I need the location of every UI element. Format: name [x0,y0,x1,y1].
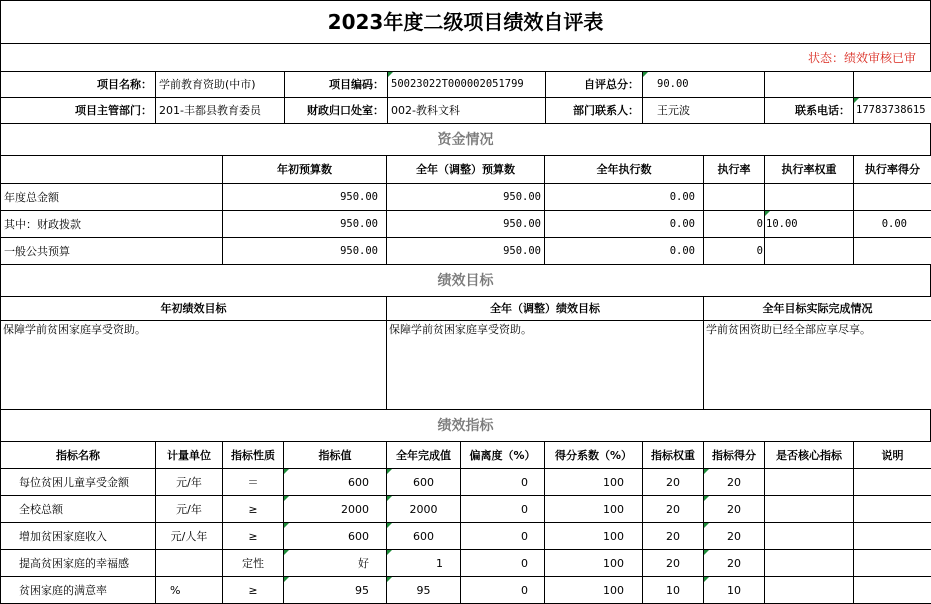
indicator-core[interactable] [765,550,854,577]
funds-row-label: 一般公共预算 [0,238,223,265]
funds-header-initial: 年初预算数 [223,156,387,184]
funds-row-adjusted[interactable]: 950.00 [387,211,545,238]
indicator-weight: 10 [643,577,704,604]
phone-value[interactable]: 17783738615 [854,98,931,124]
goals-header-adjusted: 全年（调整）绩效目标 [387,297,704,321]
indicator-nature: ≥ [223,577,284,604]
ind-header-core: 是否核心指标 [765,442,854,469]
indicator-unit [156,550,223,577]
dept-label: 项目主管部门： [0,98,156,124]
funds-row-initial[interactable]: 950.00 [223,211,387,238]
indicator-weight: 20 [643,523,704,550]
funds-row-adjusted[interactable]: 950.00 [387,238,545,265]
indicator-score[interactable]: 20 [704,550,765,577]
indicator-name: 提高贫困家庭的幸福感 [0,550,156,577]
ind-header-deviation: 偏离度（%） [461,442,545,469]
indicator-weight: 20 [643,469,704,496]
indicator-core[interactable] [765,469,854,496]
indicator-deviation: 0 [461,496,545,523]
funds-row-label: 年度总金额 [0,184,223,211]
ind-header-score: 指标得分 [704,442,765,469]
indicator-name: 增加贫困家庭收入 [0,523,156,550]
indicator-coef: 100 [545,469,643,496]
funds-row-executed[interactable]: 0.00 [545,184,704,211]
indicator-nature: ≥ [223,496,284,523]
goal-initial-text[interactable]: 保障学前贫困家庭享受资助。 [0,321,387,410]
funds-row-adjusted[interactable]: 950.00 [387,184,545,211]
info-blank-cell [854,72,931,98]
funds-row-rate[interactable]: 0 [704,211,765,238]
goals-header-initial: 年初绩效目标 [0,297,387,321]
indicator-done[interactable]: 1 [387,550,461,577]
ind-header-coef: 得分系数（%） [545,442,643,469]
indicator-value[interactable]: 600 [284,469,387,496]
indicator-core[interactable] [765,523,854,550]
project-name-value[interactable]: 学前教育资助(中市) [156,72,285,98]
indicator-done[interactable]: 2000 [387,496,461,523]
ind-header-weight: 指标权重 [643,442,704,469]
finance-office-value[interactable]: 002-教科文科 [388,98,546,124]
funds-row-executed[interactable]: 0.00 [545,211,704,238]
section-goals: 绩效目标 [0,265,931,297]
total-score-label: 自评总分： [546,72,643,98]
funds-row-initial[interactable]: 950.00 [223,238,387,265]
goals-header-actual: 全年目标实际完成情况 [704,297,931,321]
info-blank-cell [765,72,854,98]
finance-office-label: 财政归口处室： [285,98,388,124]
dept-value[interactable]: 201-丰都县教育委员 [156,98,285,124]
goal-actual-text[interactable]: 学前贫困资助已经全部应享尽享。 [704,321,931,410]
indicator-unit: 元/人年 [156,523,223,550]
indicator-score[interactable]: 10 [704,577,765,604]
indicator-name: 贫困家庭的满意率 [0,577,156,604]
indicator-unit: % [156,577,223,604]
indicator-score[interactable]: 20 [704,523,765,550]
indicator-name: 每位贫困儿童享受金额 [0,469,156,496]
indicator-done[interactable]: 95 [387,577,461,604]
indicator-deviation: 0 [461,523,545,550]
indicator-weight: 20 [643,550,704,577]
phone-label: 联系电话： [765,98,854,124]
indicator-done[interactable]: 600 [387,469,461,496]
funds-header-executed: 全年执行数 [545,156,704,184]
funds-header-rate: 执行率 [704,156,765,184]
funds-header-blank [0,156,223,184]
indicator-value[interactable]: 好 [284,550,387,577]
funds-row-initial[interactable]: 950.00 [223,184,387,211]
contact-label: 部门联系人： [546,98,643,124]
indicator-coef: 100 [545,496,643,523]
total-score-value[interactable]: 90.00 [643,72,765,98]
indicator-note[interactable] [854,469,931,496]
funds-row-score[interactable] [854,238,931,265]
indicator-nature: ＝ [223,469,284,496]
funds-row-score[interactable] [854,184,931,211]
funds-row-executed[interactable]: 0.00 [545,238,704,265]
project-code-label: 项目编码： [285,72,388,98]
indicator-score[interactable]: 20 [704,469,765,496]
indicator-coef: 100 [545,523,643,550]
funds-row-label: 其中：财政拨款 [0,211,223,238]
indicator-deviation: 0 [461,550,545,577]
indicator-deviation: 0 [461,577,545,604]
indicator-coef: 100 [545,550,643,577]
ind-header-value: 指标值 [284,442,387,469]
indicator-note[interactable] [854,550,931,577]
funds-header-weight: 执行率权重 [765,156,854,184]
status-badge: 状态：绩效审核已审 [0,44,931,72]
indicator-value[interactable]: 95 [284,577,387,604]
indicator-value[interactable]: 600 [284,523,387,550]
ind-header-note: 说明 [854,442,931,469]
funds-row-rate[interactable]: 0 [704,238,765,265]
indicator-core[interactable] [765,496,854,523]
indicator-note[interactable] [854,496,931,523]
indicator-nature: ≥ [223,523,284,550]
indicator-note[interactable] [854,577,931,604]
goal-adjusted-text[interactable]: 保障学前贫困家庭享受资助。 [387,321,704,410]
indicator-core[interactable] [765,577,854,604]
funds-header-adjusted: 全年（调整）预算数 [387,156,545,184]
indicator-score[interactable]: 20 [704,496,765,523]
indicator-deviation: 0 [461,469,545,496]
indicator-nature: 定性 [223,550,284,577]
ind-header-unit: 计量单位 [156,442,223,469]
funds-row-rate[interactable] [704,184,765,211]
indicator-unit: 元/年 [156,469,223,496]
indicator-coef: 100 [545,577,643,604]
section-funds: 资金情况 [0,124,931,156]
indicator-name: 全校总额 [0,496,156,523]
indicator-value[interactable]: 2000 [284,496,387,523]
ind-header-done: 全年完成值 [387,442,461,469]
indicator-unit: 元/年 [156,496,223,523]
indicator-note[interactable] [854,523,931,550]
ind-header-nature: 指标性质 [223,442,284,469]
project-code-value[interactable]: 50023022T000002051799 [388,72,546,98]
contact-value[interactable]: 王元波 [643,98,765,124]
funds-row-weight[interactable] [765,184,854,211]
ind-header-name: 指标名称 [0,442,156,469]
section-indicators: 绩效指标 [0,410,931,442]
project-name-label: 项目名称： [0,72,156,98]
funds-row-weight[interactable]: 10.00 [765,211,854,238]
indicator-done[interactable]: 600 [387,523,461,550]
page-title: 2023年度二级项目绩效自评表 [0,0,931,44]
indicator-weight: 20 [643,496,704,523]
funds-header-score: 执行率得分 [854,156,931,184]
funds-row-score[interactable]: 0.00 [854,211,931,238]
funds-row-weight[interactable] [765,238,854,265]
